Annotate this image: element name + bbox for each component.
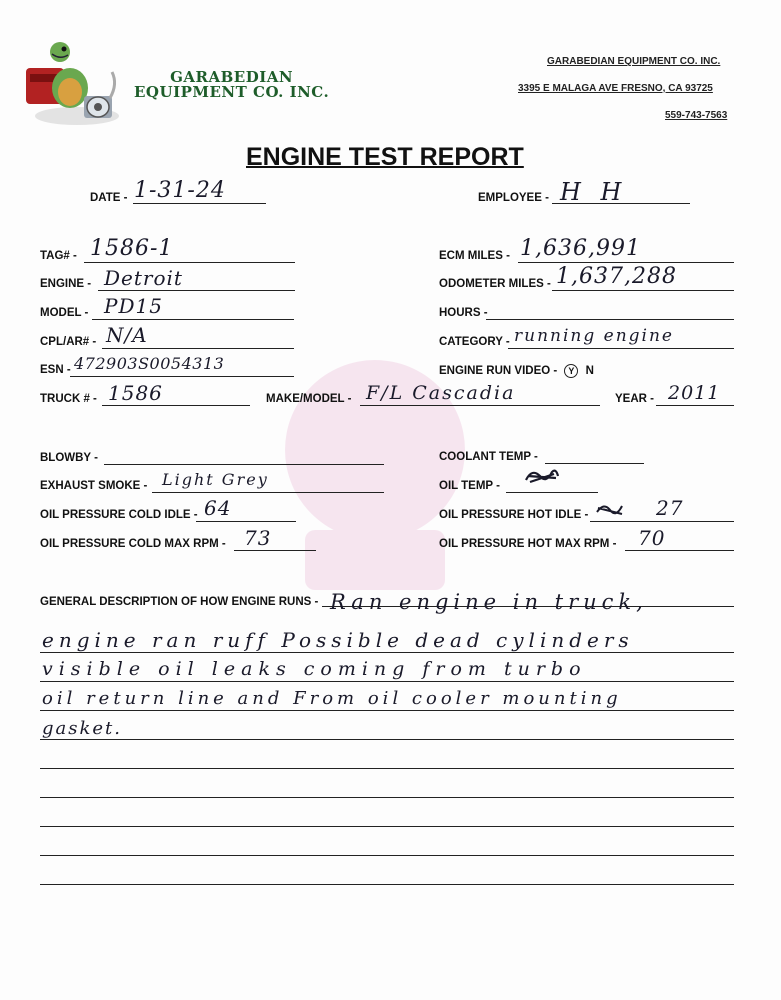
ecm-miles-label: ECM MILES -	[439, 250, 510, 262]
truck-value[interactable]: 1586	[108, 381, 163, 405]
oil-pressure-hot-idle-line	[590, 521, 734, 522]
general-description-label: GENERAL DESCRIPTION OF HOW ENGINE RUNS -	[40, 596, 319, 608]
exhaust-smoke-value[interactable]: Light Grey	[162, 470, 269, 489]
company-address: 3395 E MALAGA AVE FRESNO, CA 93725	[518, 83, 713, 94]
tag-line	[84, 262, 295, 263]
make-model-value[interactable]: F/L Cascadia	[366, 382, 516, 404]
odometer-value[interactable]: 1,637,288	[556, 264, 677, 289]
oil-pressure-cold-idle-line	[196, 521, 296, 522]
hours-label: HOURS -	[439, 307, 488, 319]
description-line-6	[40, 797, 734, 798]
report-title: ENGINE TEST REPORT	[246, 143, 524, 171]
oil-temp-scribble-icon	[522, 466, 562, 488]
engine-run-video-label	[439, 364, 594, 378]
oil-temp-label: OIL TEMP -	[439, 480, 500, 492]
oil-pressure-hot-idle-value[interactable]: 27	[656, 496, 684, 520]
description-line-4	[40, 739, 734, 740]
make-model-line	[360, 405, 600, 406]
employee-label: EMPLOYEE -	[478, 192, 549, 204]
year-label: YEAR -	[615, 393, 654, 405]
engine-run-video-text: ENGINE RUN VIDEO -	[439, 365, 558, 377]
ecm-miles-value[interactable]: 1,636,991	[520, 236, 641, 261]
category-line	[508, 348, 734, 349]
year-line	[656, 405, 734, 406]
oil-pressure-hot-idle-label: OIL PRESSURE HOT IDLE -	[439, 509, 589, 521]
run-video-yes-option[interactable]: Y	[564, 364, 578, 378]
description-line-9	[40, 884, 734, 885]
description-line-8	[40, 855, 734, 856]
description-text-line[interactable]: Ran engine in truck,	[330, 590, 648, 614]
blowby-label: BLOWBY -	[40, 452, 98, 464]
description-text-line[interactable]: gasket.	[42, 718, 123, 739]
company-phone: 559-743-7563	[665, 110, 728, 121]
logo-line-1: GARABEDIAN	[170, 68, 294, 86]
cpl-value[interactable]: N/A	[106, 323, 148, 347]
description-line-5	[40, 768, 734, 769]
employee-value[interactable]: H H	[560, 178, 628, 206]
tag-label: TAG# -	[40, 250, 77, 262]
exhaust-smoke-line	[152, 492, 384, 493]
blowby-line	[104, 464, 384, 465]
engine-value[interactable]: Detroit	[104, 266, 183, 290]
oil-pressure-hot-max-line	[625, 550, 734, 551]
oil-temp-line	[506, 492, 598, 493]
truck-label: TRUCK # -	[40, 393, 97, 405]
logo-line-2: EQUIPMENT CO. INC.	[134, 83, 330, 101]
oil-pressure-hot-max-value[interactable]: 70	[638, 526, 666, 550]
oil-pressure-hot-max-label: OIL PRESSURE HOT MAX RPM -	[439, 538, 617, 550]
date-label: DATE -	[90, 192, 128, 204]
description-line-3	[40, 710, 734, 711]
oil-pressure-cold-max-value[interactable]: 73	[244, 526, 272, 550]
run-video-no-option[interactable]: N	[585, 365, 594, 377]
odometer-line	[552, 290, 734, 291]
esn-value[interactable]: 472903S0054313	[74, 354, 225, 373]
model-label: MODEL -	[40, 307, 89, 319]
hours-line	[486, 319, 734, 320]
exhaust-smoke-label: EXHAUST SMOKE -	[40, 480, 148, 492]
description-text-line[interactable]: engine ran ruff Possible dead cylinders	[42, 628, 634, 652]
logo-wordmark	[134, 70, 329, 100]
turtle-logo-icon	[22, 36, 122, 128]
description-line-2	[40, 681, 734, 682]
oil-pressure-cold-idle-value[interactable]: 64	[204, 496, 232, 520]
make-model-label: MAKE/MODEL -	[266, 393, 352, 405]
engine-label: ENGINE -	[40, 278, 92, 290]
esn-line	[70, 376, 294, 377]
cpl-line	[102, 348, 294, 349]
category-label: CATEGORY -	[439, 336, 510, 348]
category-value[interactable]: running engine	[514, 326, 674, 346]
date-line	[133, 203, 266, 204]
description-line-7	[40, 826, 734, 827]
coolant-temp-label: COOLANT TEMP -	[439, 451, 538, 463]
hot-idle-crossout-icon	[594, 500, 626, 520]
year-value[interactable]: 2011	[668, 382, 721, 404]
esn-label: ESN -	[40, 364, 71, 376]
date-value[interactable]: 1-31-24	[134, 178, 226, 203]
odometer-label: ODOMETER MILES -	[439, 278, 551, 290]
oil-pressure-cold-max-line	[234, 550, 316, 551]
model-line	[92, 319, 294, 320]
oil-pressure-cold-idle-label: OIL PRESSURE COLD IDLE -	[40, 509, 198, 521]
truck-line	[102, 405, 250, 406]
cpl-label: CPL/AR# -	[40, 336, 97, 348]
company-name: GARABEDIAN EQUIPMENT CO. INC.	[547, 56, 721, 67]
engine-line	[98, 290, 295, 291]
description-text-line[interactable]: oil return line and From oil cooler mounting	[42, 688, 622, 709]
description-line-1	[40, 652, 734, 653]
description-text-line[interactable]: visible oil leaks coming from turbo	[42, 658, 587, 680]
ecm-miles-line	[518, 262, 734, 263]
oil-pressure-cold-max-label: OIL PRESSURE COLD MAX RPM -	[40, 538, 226, 550]
model-value[interactable]: PD15	[104, 294, 163, 318]
tag-value[interactable]: 1586-1	[90, 236, 174, 261]
coolant-temp-line	[545, 463, 644, 464]
